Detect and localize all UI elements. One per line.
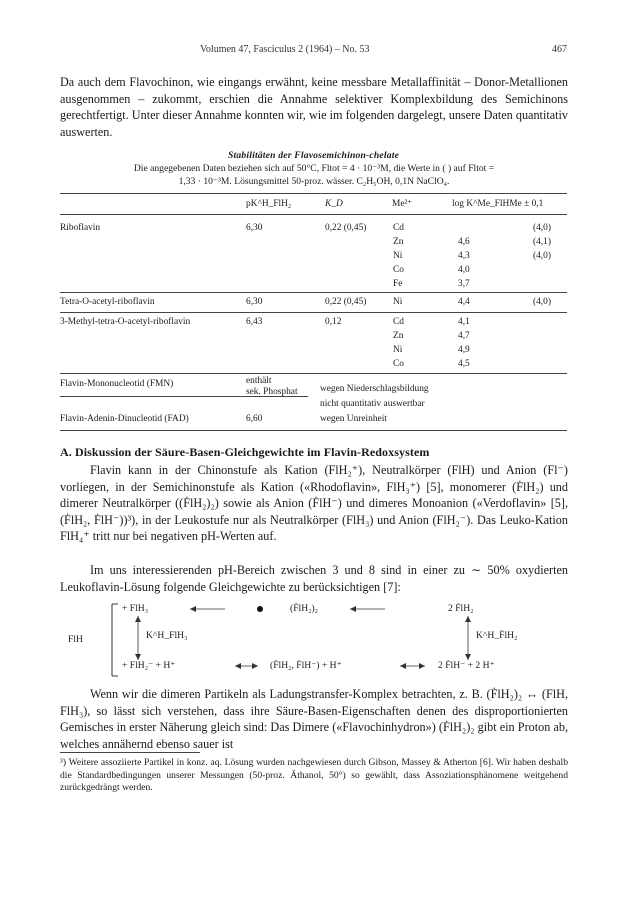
scheme-bottom-mid: (ḞlH₂, ḞlH⁻) + H⁺ xyxy=(270,660,342,671)
row-metal: Co xyxy=(393,359,404,369)
paragraph-1: Flavin kann in der Chinonstufe als Kation (FlH₂⁺), Neutralkörper (FlH) und Anion (Fl⁻) vorliegen, in der Semichinonstufe als Kation («Rhodoflavin», FlH₃⁺) [5], monomerer (ḞlH₂) und dimerer Neutralkörper ((ḞlH₂)₂) sowie als Anion (ḞlH⁻) und dimeres Monoanion («Verdoflavin» [5], (ḞlH₂, ḞlH⁻))³), in der Leukostufe nur als Neutralkörper (FlH₃) und Anion (FlH₂⁻). Das Leuko-Kation FlH₄⁺ tritt nur bei negativen pH-Werten auf. xyxy=(60,463,568,544)
table-row-rule xyxy=(60,312,567,313)
scheme-bottom-left: + FlH₂⁻ + H⁺ xyxy=(122,660,176,671)
table-header-metal: Me²⁺ xyxy=(392,199,413,209)
row-logk: 4,3 xyxy=(458,251,470,261)
table-header-pk: pK^H_FlH₂ xyxy=(246,199,292,209)
section-heading: A. Diskussion der Säure-Basen-Gleichgewichte im Flavin-Redoxsystem xyxy=(60,445,430,459)
row-logk-alt: (4,0) xyxy=(533,297,551,307)
row-logk: 4,6 xyxy=(458,237,470,247)
footnote-rule xyxy=(60,752,200,753)
table-header-rule xyxy=(60,214,567,215)
table-caption xyxy=(60,163,568,188)
table-caption-line-1: Die angegebenen Daten beziehen sich auf 50°C, Fltot = 4 · 10⁻³M, die Werte in ( ) auf Fltot = xyxy=(133,163,495,174)
table-bottom-rule xyxy=(60,430,567,431)
row-metal: Cd xyxy=(393,223,404,233)
table-row-rule xyxy=(60,292,567,293)
row-compound: Flavin-Mononucleotid (FMN) xyxy=(60,379,174,389)
table-row-rule xyxy=(60,396,308,397)
scheme-k-right: K^H_ḞlH₂ xyxy=(476,630,518,641)
row-compound: Riboflavin xyxy=(60,223,101,233)
table-top-rule xyxy=(60,193,567,194)
scheme-top-left: + FlH₃ xyxy=(122,603,149,614)
scheme-flh: FlH xyxy=(68,634,83,645)
table-header-kd: K_D xyxy=(325,199,343,209)
scheme-k-left: K^H_FlH₃ xyxy=(146,630,188,641)
row-logk-alt: (4,1) xyxy=(533,237,551,247)
table-row-rule xyxy=(60,373,567,374)
table-note-fmn: nicht quantitativ auswertbar xyxy=(320,399,425,409)
paragraph-2: Im uns interessierenden pH-Bereich zwischen 3 und 8 sind in einer zu ∼ 50% oxydierten Leukoflavin-Lösung folgende Gleichgewichte zu berücksichtigen [7]: xyxy=(60,563,568,594)
row-pk: 6,43 xyxy=(246,317,263,327)
scheme-top-right: 2 ḞlH₂ xyxy=(448,603,474,614)
row-logk-alt: (4,0) xyxy=(533,251,551,261)
row-logk: 4,0 xyxy=(458,265,470,275)
page-number: 467 xyxy=(552,44,567,55)
row-pk: enthält sek. Phosphat xyxy=(246,376,298,397)
table-header-logk: log K^Me_FlHMe ± 0,1 xyxy=(452,199,544,209)
table-caption-line-2: 1,33 · 10⁻³M. Lösungsmittel 50-proz. wässer. C₂H₅OH, 0,1N NaClO₄. xyxy=(178,175,450,187)
footnote: ³) Weitere assoziierte Partikel in konz. aq. Lösung wurden nachgewiesen durch Gibson, Massey & Atherton [6]. Wir haben deshalb die Standardbedingungen unserer Messungen (50-proz. Äthanol, 50°) so gewählt, dass Assoziationsphänomene weitgehend zurückgedrängt werden. xyxy=(60,757,568,794)
equilibrium-scheme xyxy=(60,600,568,678)
row-logk: 4,7 xyxy=(458,331,470,341)
row-logk: 4,9 xyxy=(458,345,470,355)
intro-paragraph: Da auch dem Flavochinon, wie eingangs erwähnt, keine messbare Metallaffinität – Donor-Metallionen ausgenommen – zukommt, erschien die Annahme selektiver Komplexbildung des Semichinons gerechtfertigt. Unter dieser Annahme konnten wir, wie im folgenden dargelegt, unsere Daten quantitativ auswerten. xyxy=(60,75,568,139)
row-compound: 3-Methyl-tetra-O-acetyl-riboflavin xyxy=(60,317,191,327)
row-pk: 6,30 xyxy=(246,223,263,233)
row-logk: 4,5 xyxy=(458,359,470,369)
table-title: Stabilitäten der Flavosemichinon-chelate xyxy=(227,150,400,161)
row-kd: 0,12 xyxy=(325,317,342,327)
scheme-top-mid: (ḞlH₂)₂ xyxy=(290,603,319,614)
row-metal: Ni xyxy=(393,251,403,261)
row-metal: Ni xyxy=(393,345,403,355)
table-note-fad: wegen Unreinheit xyxy=(320,414,387,424)
row-logk: 4,1 xyxy=(458,317,470,327)
journal-citation: Volumen 47, Fasciculus 2 (1964) – No. 53 xyxy=(200,44,370,55)
row-logk: 4,4 xyxy=(458,297,470,307)
row-metal: Co xyxy=(393,265,404,275)
row-compound: Flavin-Adenin-Dinucleotid (FAD) xyxy=(60,414,189,424)
row-metal: Cd xyxy=(393,317,404,327)
row-pk: 6,30 xyxy=(246,297,263,307)
row-metal: Zn xyxy=(393,331,404,341)
row-metal: Zn xyxy=(393,237,404,247)
row-kd: 0,22 (0,45) xyxy=(325,223,367,233)
row-compound: Tetra-O-acetyl-riboflavin xyxy=(60,297,155,307)
row-kd: 0,22 (0,45) xyxy=(325,297,367,307)
row-pk: 6,60 xyxy=(246,414,263,424)
row-metal: Ni xyxy=(393,297,403,307)
table-note-fmn: wegen Niederschlagsbildung xyxy=(320,384,429,394)
row-logk-alt: (4,0) xyxy=(533,223,551,233)
row-logk: 3,7 xyxy=(458,279,470,289)
scheme-bottom-right: 2 ḞlH⁻ + 2 H⁺ xyxy=(438,660,495,671)
row-metal: Fe xyxy=(393,279,403,289)
paragraph-3: Wenn wir die dimeren Partikeln als Ladungstransfer-Komplex betrachten, z. B. (ḞlH₂)₂ ↔ (FlH, FlH₃), so lässt sich verstehen, dass ihre Säure-Basen-Eigenschaften denen des disproportionierten Gemisches in erster Näherung gleich sind: Das Dimere («Flavochinhydron») (ḞlH₂)₂ gibt ein Proton ab, welches annähernd ebenso sauer ist xyxy=(60,687,568,751)
